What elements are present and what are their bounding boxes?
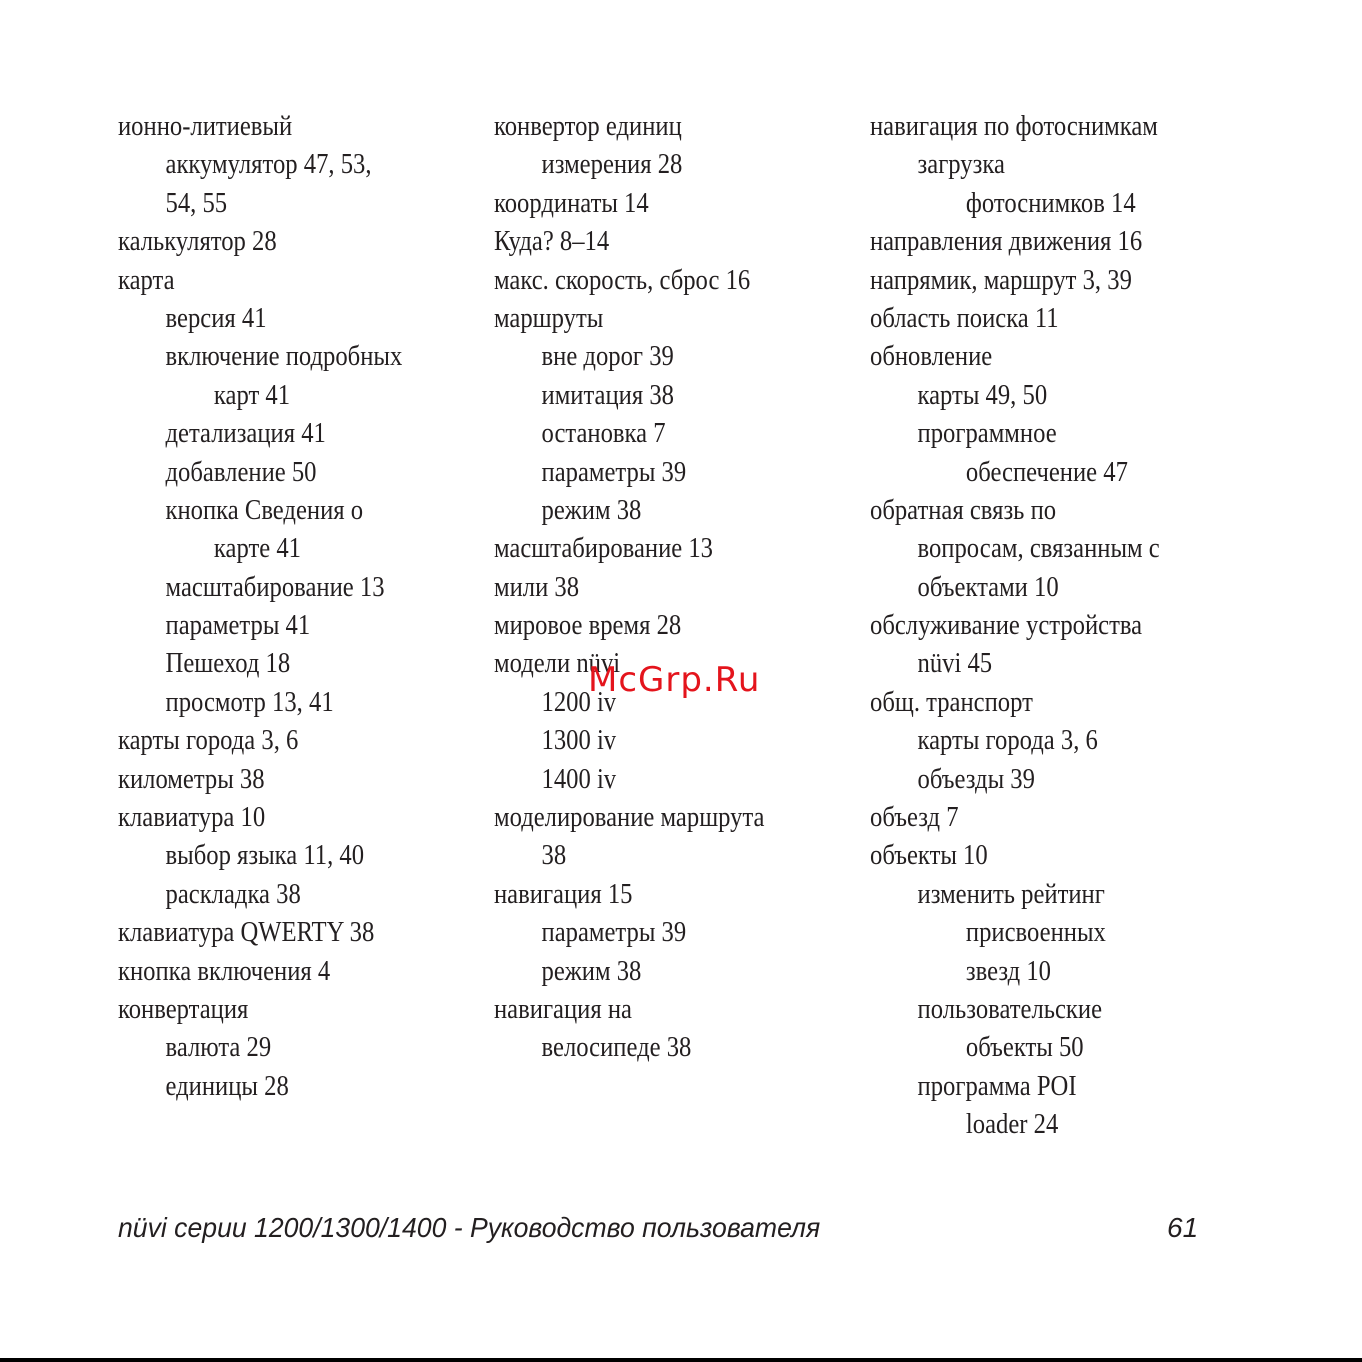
index-subentry: программное (917, 418, 1057, 450)
index-entry: область поиска 11 (870, 302, 1059, 334)
index-entry: конвертация (118, 993, 249, 1025)
index-subentry: карте 41 (213, 533, 301, 565)
index-entry: навигация 15 (494, 878, 633, 910)
index-entry: модели nüvi (494, 648, 621, 680)
index-subentry: версия 41 (165, 302, 267, 334)
index-subentry: 1400 iv (541, 763, 617, 795)
index-subentry: карты города 3, 6 (917, 725, 1098, 757)
index-subentry: вопросам, связанным с (917, 533, 1160, 565)
index-subentry: nüvi 45 (917, 648, 993, 680)
index-entry: обслуживание устройства (870, 610, 1143, 642)
index-entry: навигация по фотоснимкам (870, 111, 1158, 142)
index-column-3 (870, 108, 1250, 1145)
index-subentry: аккумулятор 47, 53, (165, 149, 372, 181)
index-subentry: обеспечение 47 (965, 456, 1128, 488)
index-subentry: карты 49, 50 (917, 379, 1048, 411)
index-subentry: объектами 10 (917, 571, 1059, 603)
index-subentry: объекты 50 (965, 1032, 1084, 1064)
index-entry: калькулятор 28 (118, 226, 277, 258)
index-entry: километры 38 (118, 763, 265, 795)
index-subentry: 1200 iv (541, 686, 617, 718)
index-subentry: loader 24 (965, 1109, 1059, 1141)
index-subentry: детализация 41 (165, 418, 326, 450)
index-subentry: добавление 50 (165, 456, 317, 488)
index-subentry: параметры 41 (165, 610, 311, 642)
index-subentry: Пешеход 18 (165, 648, 291, 680)
index-subentry: 38 (541, 840, 567, 872)
bottom-rule (0, 1358, 1362, 1362)
index-subentry: режим 38 (541, 955, 642, 987)
index-subentry: объезды 39 (917, 763, 1035, 795)
index-entry: маршруты (494, 302, 604, 334)
index-entry: мили 38 (494, 571, 580, 603)
index-column-2 (494, 108, 864, 1068)
index-entry: макс. скорость, сброс 16 (494, 264, 751, 296)
index-subentry: раскладка 38 (165, 878, 301, 910)
index-entry: клавиатура 10 (118, 802, 266, 834)
index-entry: напрямик, маршрут 3, 39 (870, 264, 1132, 296)
index-entry: карты города 3, 6 (118, 725, 299, 757)
index-column-1 (118, 108, 488, 1106)
index-entry: масштабирование 13 (494, 533, 713, 565)
index-entry: координаты 14 (494, 187, 649, 219)
index-subentry: параметры 39 (541, 456, 687, 488)
index-entry: карта (118, 264, 175, 296)
index-entry: кнопка включения 4 (118, 955, 331, 987)
index-subentry: велосипеде 38 (541, 1032, 692, 1064)
index-subentry: звезд 10 (965, 955, 1052, 987)
page-number: 61 (1167, 1212, 1199, 1243)
index-subentry: просмотр 13, 41 (165, 686, 334, 718)
index-subentry: загрузка (917, 149, 1005, 181)
index-entry: моделирование маршрута (494, 802, 765, 834)
index-subentry: имитация 38 (541, 379, 675, 411)
index-subentry: изменить рейтинг (917, 878, 1105, 910)
footer-title: nüvi серии 1200/1300/1400 - Руководство пользователя (118, 1212, 821, 1243)
index-entry: навигация на (494, 993, 632, 1025)
index-subentry: валюта 29 (165, 1032, 272, 1064)
index-subentry: пользовательские (917, 993, 1103, 1025)
watermark: McGrp.Ru (588, 660, 761, 700)
index-subentry: вне дорог 39 (541, 341, 674, 373)
index-subentry: 1300 iv (541, 725, 617, 757)
index-subentry: режим 38 (541, 494, 642, 526)
index-entry: общ. транспорт (870, 686, 1033, 718)
index-entry: обратная связь по (870, 494, 1057, 526)
index-entry: мировое время 28 (494, 610, 682, 642)
index-entry: направления движения 16 (870, 226, 1143, 258)
index-entry: Куда? 8–14 (494, 226, 610, 258)
index-entry: обновление (870, 341, 993, 373)
index-subentry: измерения 28 (541, 149, 683, 181)
index-subentry: масштабирование 13 (165, 571, 385, 603)
index-subentry: параметры 39 (541, 917, 687, 949)
index-subentry: присвоенных (965, 917, 1106, 949)
index-entry: ионно-литиевый (118, 111, 293, 142)
index-entry: объекты 10 (870, 840, 988, 872)
index-entry: клавиатура QWERTY 38 (118, 917, 375, 949)
index-subentry: программа POI (917, 1070, 1077, 1102)
index-subentry: кнопка Сведения о (165, 494, 364, 526)
index-entry: объезд 7 (870, 802, 959, 834)
index-subentry: остановка 7 (541, 418, 666, 450)
index-subentry: включение подробных (165, 341, 403, 373)
index-subentry: единицы 28 (165, 1070, 289, 1102)
index-subentry: карт 41 (213, 379, 291, 411)
index-entry: конвертор единиц (494, 111, 682, 142)
index-subentry: выбор языка 11, 40 (165, 840, 365, 872)
index-subentry: фотоснимков 14 (965, 187, 1136, 219)
index-subentry: 54, 55 (165, 187, 228, 219)
